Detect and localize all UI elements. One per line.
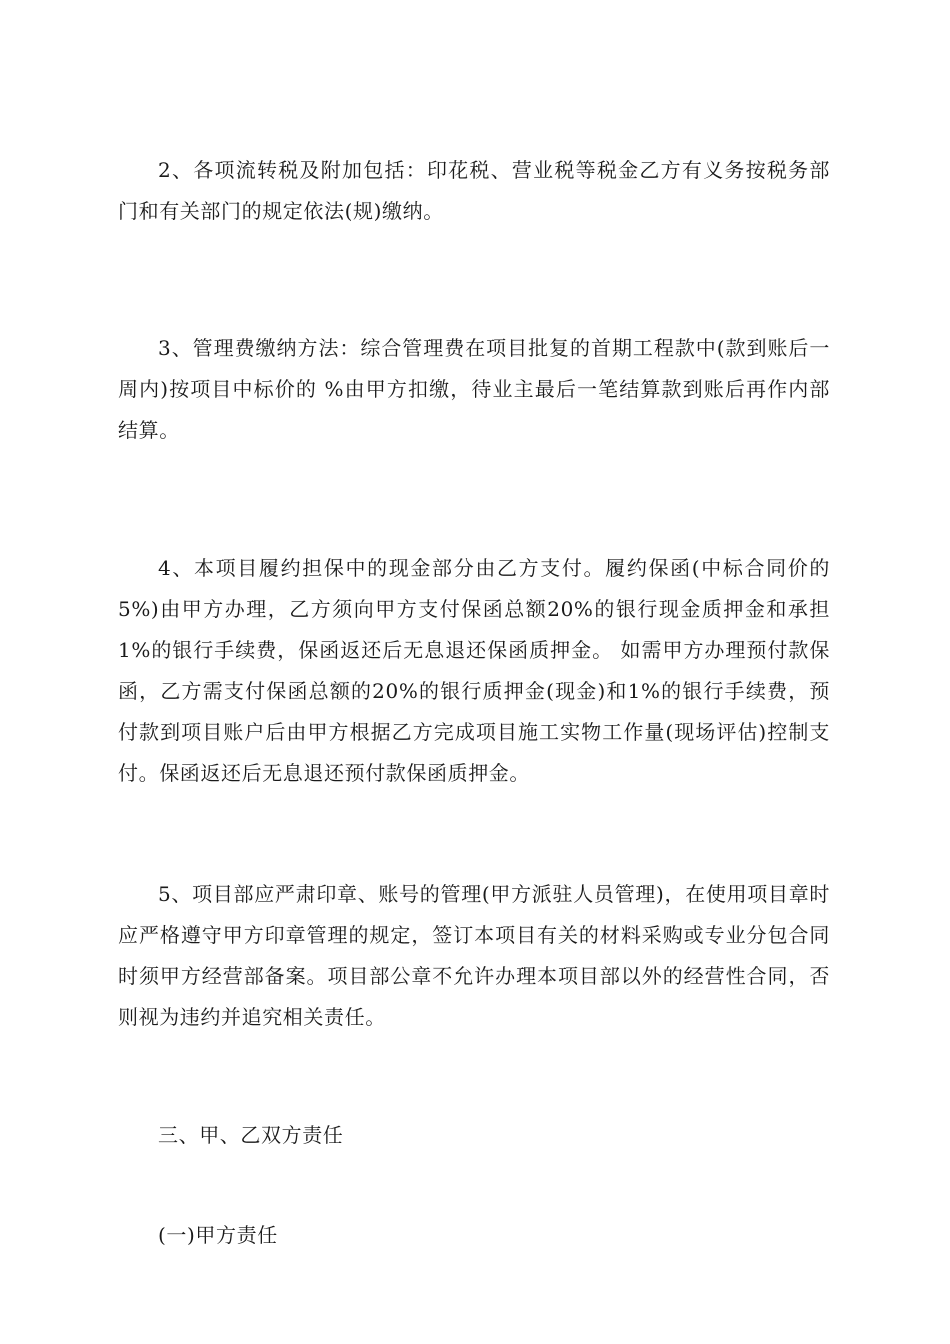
paragraph-seal-management: 5、项目部应严肃印章、账号的管理(甲方派驻人员管理)，在使用项目章时应严格遵守甲方印章管理的规定，签订本项目有关的材料采购或专业分包合同时须甲方经营部备案。项目部公章不允许办理本项目部以外的经营性合同，否则视为违约并追究相关责任。: [118, 882, 830, 1029]
section-heading: 三、甲、乙双方责任: [158, 1123, 344, 1147]
paragraph-tax: 2、各项流转税及附加包括：印花税、营业税等税金乙方有义务按税务部门和有关部门的规定依法(规)缴纳。: [118, 158, 830, 223]
subsection-heading: (一)甲方责任: [158, 1223, 278, 1247]
paragraph-performance-guarantee: 4、本项目履约担保中的现金部分由乙方支付。履约保函(中标合同价的5%)由甲方办理，乙方须向甲方支付保函总额20%的银行现金质押金和承担1%的银行手续费，保函返还后无息退还保函质押金。 如需甲方办理预付款保函，乙方需支付保函总额的20%的银行质押金(现金)和1%的银行手续费，预付款到项目账户后由甲方根据乙方完成项目施工实物工作量(现场评估)控制支付。保函返还后无息退还预付款保函质押金。: [118, 556, 830, 785]
document-page: [118, 150, 830, 1256]
paragraph-management-fee: 3、管理费缴纳方法：综合管理费在项目批复的首期工程款中(款到账后一周内)按项目中标价的 %由甲方扣缴，待业主最后一笔结算款到账后再作内部结算。: [118, 336, 830, 442]
